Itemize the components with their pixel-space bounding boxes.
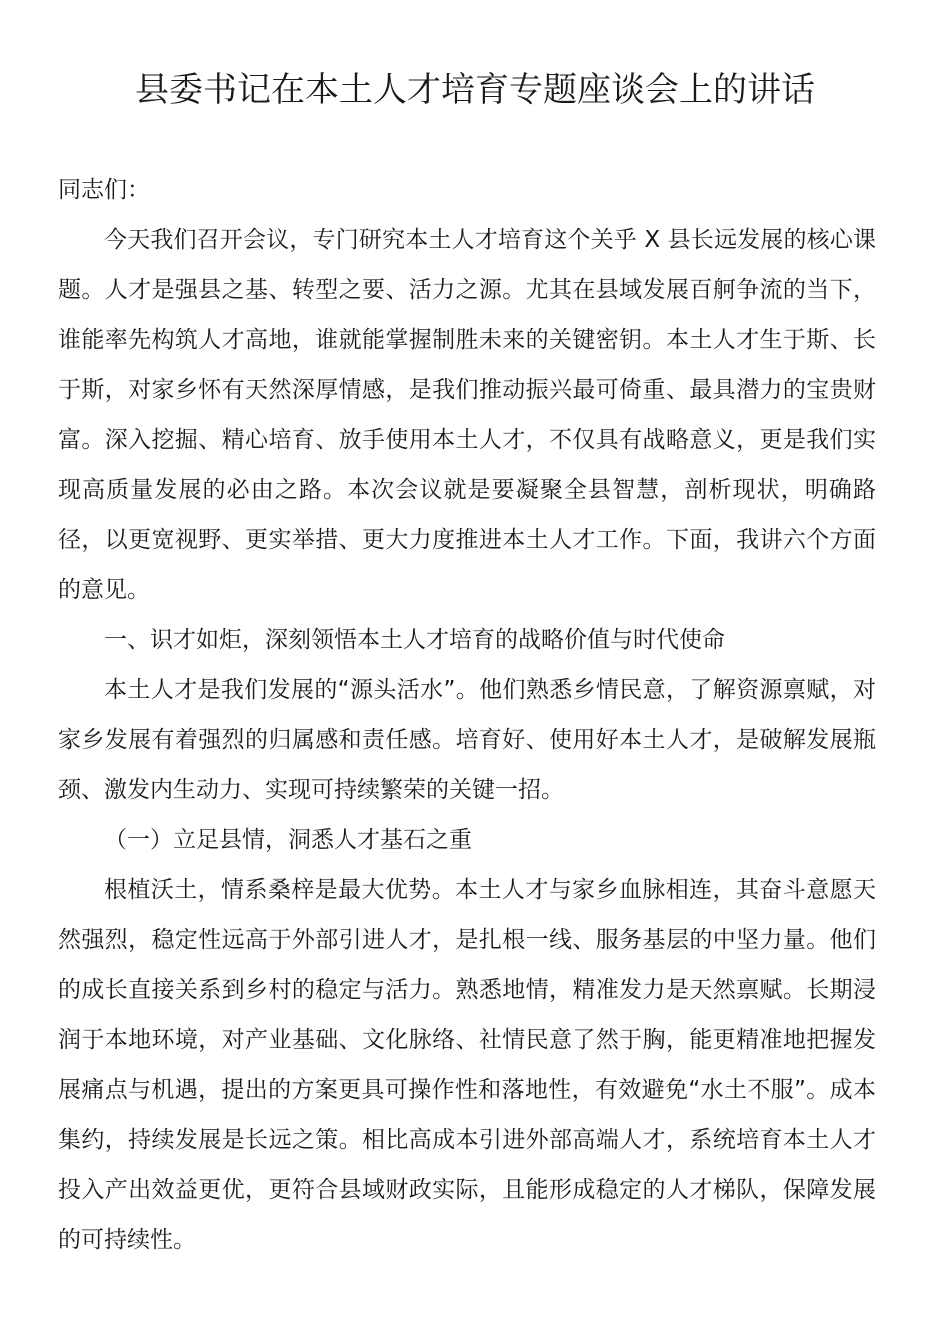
salutation: 同志们： <box>58 177 150 203</box>
document-body <box>58 165 876 1265</box>
section-heading-1: 一、识才如炬，深刻领悟本土人才培育的战略价值与时代使命 <box>104 627 725 653</box>
subsection-1-paragraph: 根植沃土，情系桑梓是最大优势。本土人才与家乡血脉相连，其奋斗意愿天然强烈，稳定性远高于外部引进人才，是扎根一线、服务基层的中坚力量。他们的成长直接关系到乡村的稳定与活力。熟悉地情，精准发力是天然禀赋。长期浸润于本地环境，对产业基础、文化脉络、社情民意了然于胸，能更精准地把握发展痛点与机遇，提出的方案更具可操作性和落地性，有效避免“水土不服”。成本集约，持续发展是长远之策。相比高成本引进外部高端人才，系统培育本土人才投入产出效益更优，更符合县域财政实际，且能形成稳定的人才梯队，保障发展的可持续性。 <box>58 877 876 1253</box>
intro-paragraph: 今天我们召开会议，专门研究本土人才培育这个关乎 X 县长远发展的核心课题。人才是强县之基、转型之要、活力之源。尤其在县域发展百舸争流的当下，谁能率先构筑人才高地，谁就能掌握制胜未来的关键密钥。本土人才生于斯、长于斯，对家乡怀有天然深厚情感，是我们推动振兴最可倚重、最具潜力的宝贵财富。深入挖掘、精心培育、放手使用本土人才，不仅具有战略意义，更是我们实现高质量发展的必由之路。本次会议就是要凝聚全县智慧，剖析现状，明确路径，以更宽视野、更实举措、更大力度推进本土人才工作。下面，我讲六个方面的意见。 <box>58 227 876 603</box>
document-title: 县委书记在本土人才培育专题座谈会上的讲话 <box>135 70 815 110</box>
section-1-paragraph: 本土人才是我们发展的“源头活水”。他们熟悉乡情民意，了解资源禀赋，对家乡发展有着强烈的归属感和责任感。培育好、使用好本土人才，是破解发展瓶颈、激发内生动力、实现可持续繁荣的关键一招。 <box>58 677 876 803</box>
subsection-heading-1: （一）立足县情，洞悉人才基石之重 <box>104 827 472 853</box>
